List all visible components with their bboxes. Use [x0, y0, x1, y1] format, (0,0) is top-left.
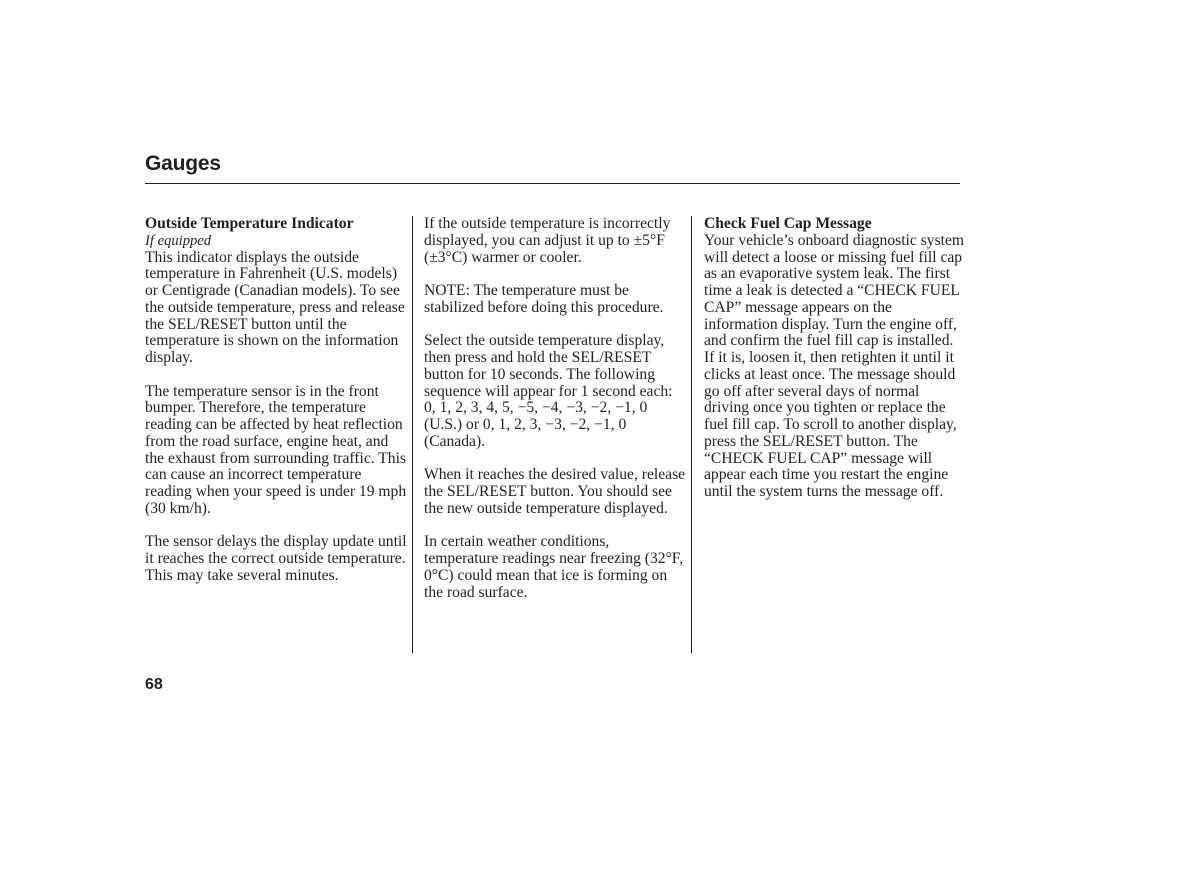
outside-temperature-paragraph-3: The sensor delays the display update until it reaches the correct outside temperature. This may take several minutes.: [145, 533, 407, 584]
adjust-paragraph-5: In certain weather conditions, temperature readings near freezing (32°F, 0°C) could mean that ice is forming on the road surface.: [424, 533, 684, 601]
outside-temperature-intro: [145, 216, 407, 367]
outside-temperature-heading: Outside Temperature Indicator: [145, 215, 354, 232]
check-fuel-cap-heading: Check Fuel Cap Message: [704, 215, 872, 232]
adjust-paragraph-4: When it reaches the desired value, release the SEL/RESET button. You should see the new outside temperature displayed.: [424, 466, 686, 517]
column-check-fuel-cap: [704, 216, 966, 501]
check-fuel-cap-block: [704, 216, 966, 501]
page-number: 68: [145, 676, 163, 693]
outside-temperature-paragraph-1: This indicator displays the outside temperature in Fahrenheit (U.S. models) or Centigrade (Canadian models). To see the outside temperature, press and release the SEL/RESET button until the temperature is shown on the information display.: [145, 248, 405, 366]
column-divider: [412, 216, 413, 653]
adjust-paragraph-1: If the outside temperature is incorrectly displayed, you can adjust it up to ±5°F (±3°C) warmer or cooler.: [424, 215, 671, 266]
adjust-paragraph-3: Select the outside temperature display, then press and hold the SEL/RESET button for 10 seconds. The following sequence will appear for 1 second each: 0, 1, 2, 3, 4, 5, −5, −4, −3, −2, −1, 0 (U.S.) or 0, 1, 2, 3, −3, −2, −1, 0 (Canada).: [424, 332, 673, 450]
check-fuel-cap-paragraph: Your vehicle’s onboard diagnostic system will detect a loose or missing fuel fill cap as an evaporative system leak. The first time a leak is detected a “CHECK FUEL CAP” message appears on the information display. Turn the engine off, and confirm the fuel fill cap is installed. If it is, loosen it, then retighten it until it clicks at least once. The message should go off after several days of normal driving once you tighten or replace the fuel fill cap. To scroll to another display, press the SEL/RESET button. The “CHECK FUEL CAP” message will appear each time you restart the engine until the system turns the message off.: [704, 231, 965, 500]
if-equipped-note: If equipped: [145, 232, 212, 249]
column-temperature-adjust: [424, 216, 686, 601]
column-outside-temperature: [145, 216, 407, 585]
adjust-paragraph-2: NOTE: The temperature must be stabilized before doing this procedure.: [424, 282, 664, 316]
outside-temperature-paragraph-2: The temperature sensor is in the front bumper. Therefore, the temperature reading can be affected by heat reflection from the road surface, engine heat, and the exhaust from surrounding traffic. This can cause an incorrect temperature reading when your speed is under 19 mph (30 km/h).: [145, 382, 407, 517]
section-title: Gauges: [145, 152, 221, 175]
title-rule: [145, 183, 960, 184]
column-divider: [691, 216, 692, 653]
